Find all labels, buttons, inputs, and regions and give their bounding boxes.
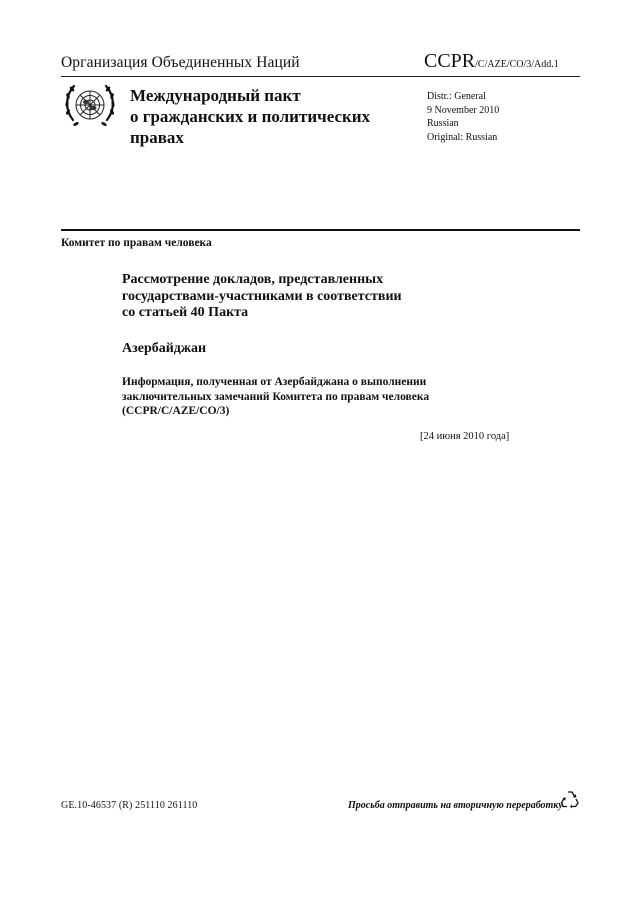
distribution-line: Distr.: General xyxy=(427,91,486,102)
submission-date: [24 июня 2010 года] xyxy=(420,431,510,442)
job-number: GE.10-46537 (R) 251110 261110 xyxy=(61,800,198,811)
document-symbol-main: CCPR xyxy=(424,50,476,72)
info-heading-line: Информация, полученная от Азербайджана о выполнении xyxy=(122,376,427,388)
treaty-title-line: правах xyxy=(130,128,184,147)
agenda-heading-line: государствами-участниками в соответствии xyxy=(122,288,402,304)
agenda-heading xyxy=(122,272,482,322)
distribution-block xyxy=(427,90,499,144)
organization-name: Организация Объединенных Наций xyxy=(61,54,300,71)
recycle-icon xyxy=(560,789,580,809)
treaty-title-line: Международный пакт xyxy=(130,86,301,105)
header-divider xyxy=(61,76,580,77)
document-symbol xyxy=(424,50,559,73)
un-emblem-icon xyxy=(62,80,118,132)
document-symbol-suffix: /C/AZE/CO/3/Add.1 xyxy=(475,59,559,70)
treaty-title xyxy=(130,85,410,148)
info-heading-line: (CCPR/C/AZE/CO/3) xyxy=(122,405,230,417)
agenda-heading-line: со статьей 40 Пакта xyxy=(122,305,249,320)
original-language-line: Original: Russian xyxy=(427,131,498,143)
agenda-heading-line: Рассмотрение докладов, представленных xyxy=(122,272,384,287)
committee-name: Комитет по правам человека xyxy=(61,237,212,249)
language-line: Russian xyxy=(427,118,459,129)
info-heading-line: заключительных замечаний Комитета по правам человека xyxy=(122,390,430,403)
recycle-note: Просьба отправить на вторичную переработку xyxy=(348,800,563,811)
treaty-title-line: о гражданских и политических xyxy=(130,107,371,126)
country-heading: Азербайджан xyxy=(122,341,207,356)
date-line: 9 November 2010 xyxy=(427,104,500,116)
info-heading xyxy=(122,375,522,419)
section-divider xyxy=(61,229,580,231)
